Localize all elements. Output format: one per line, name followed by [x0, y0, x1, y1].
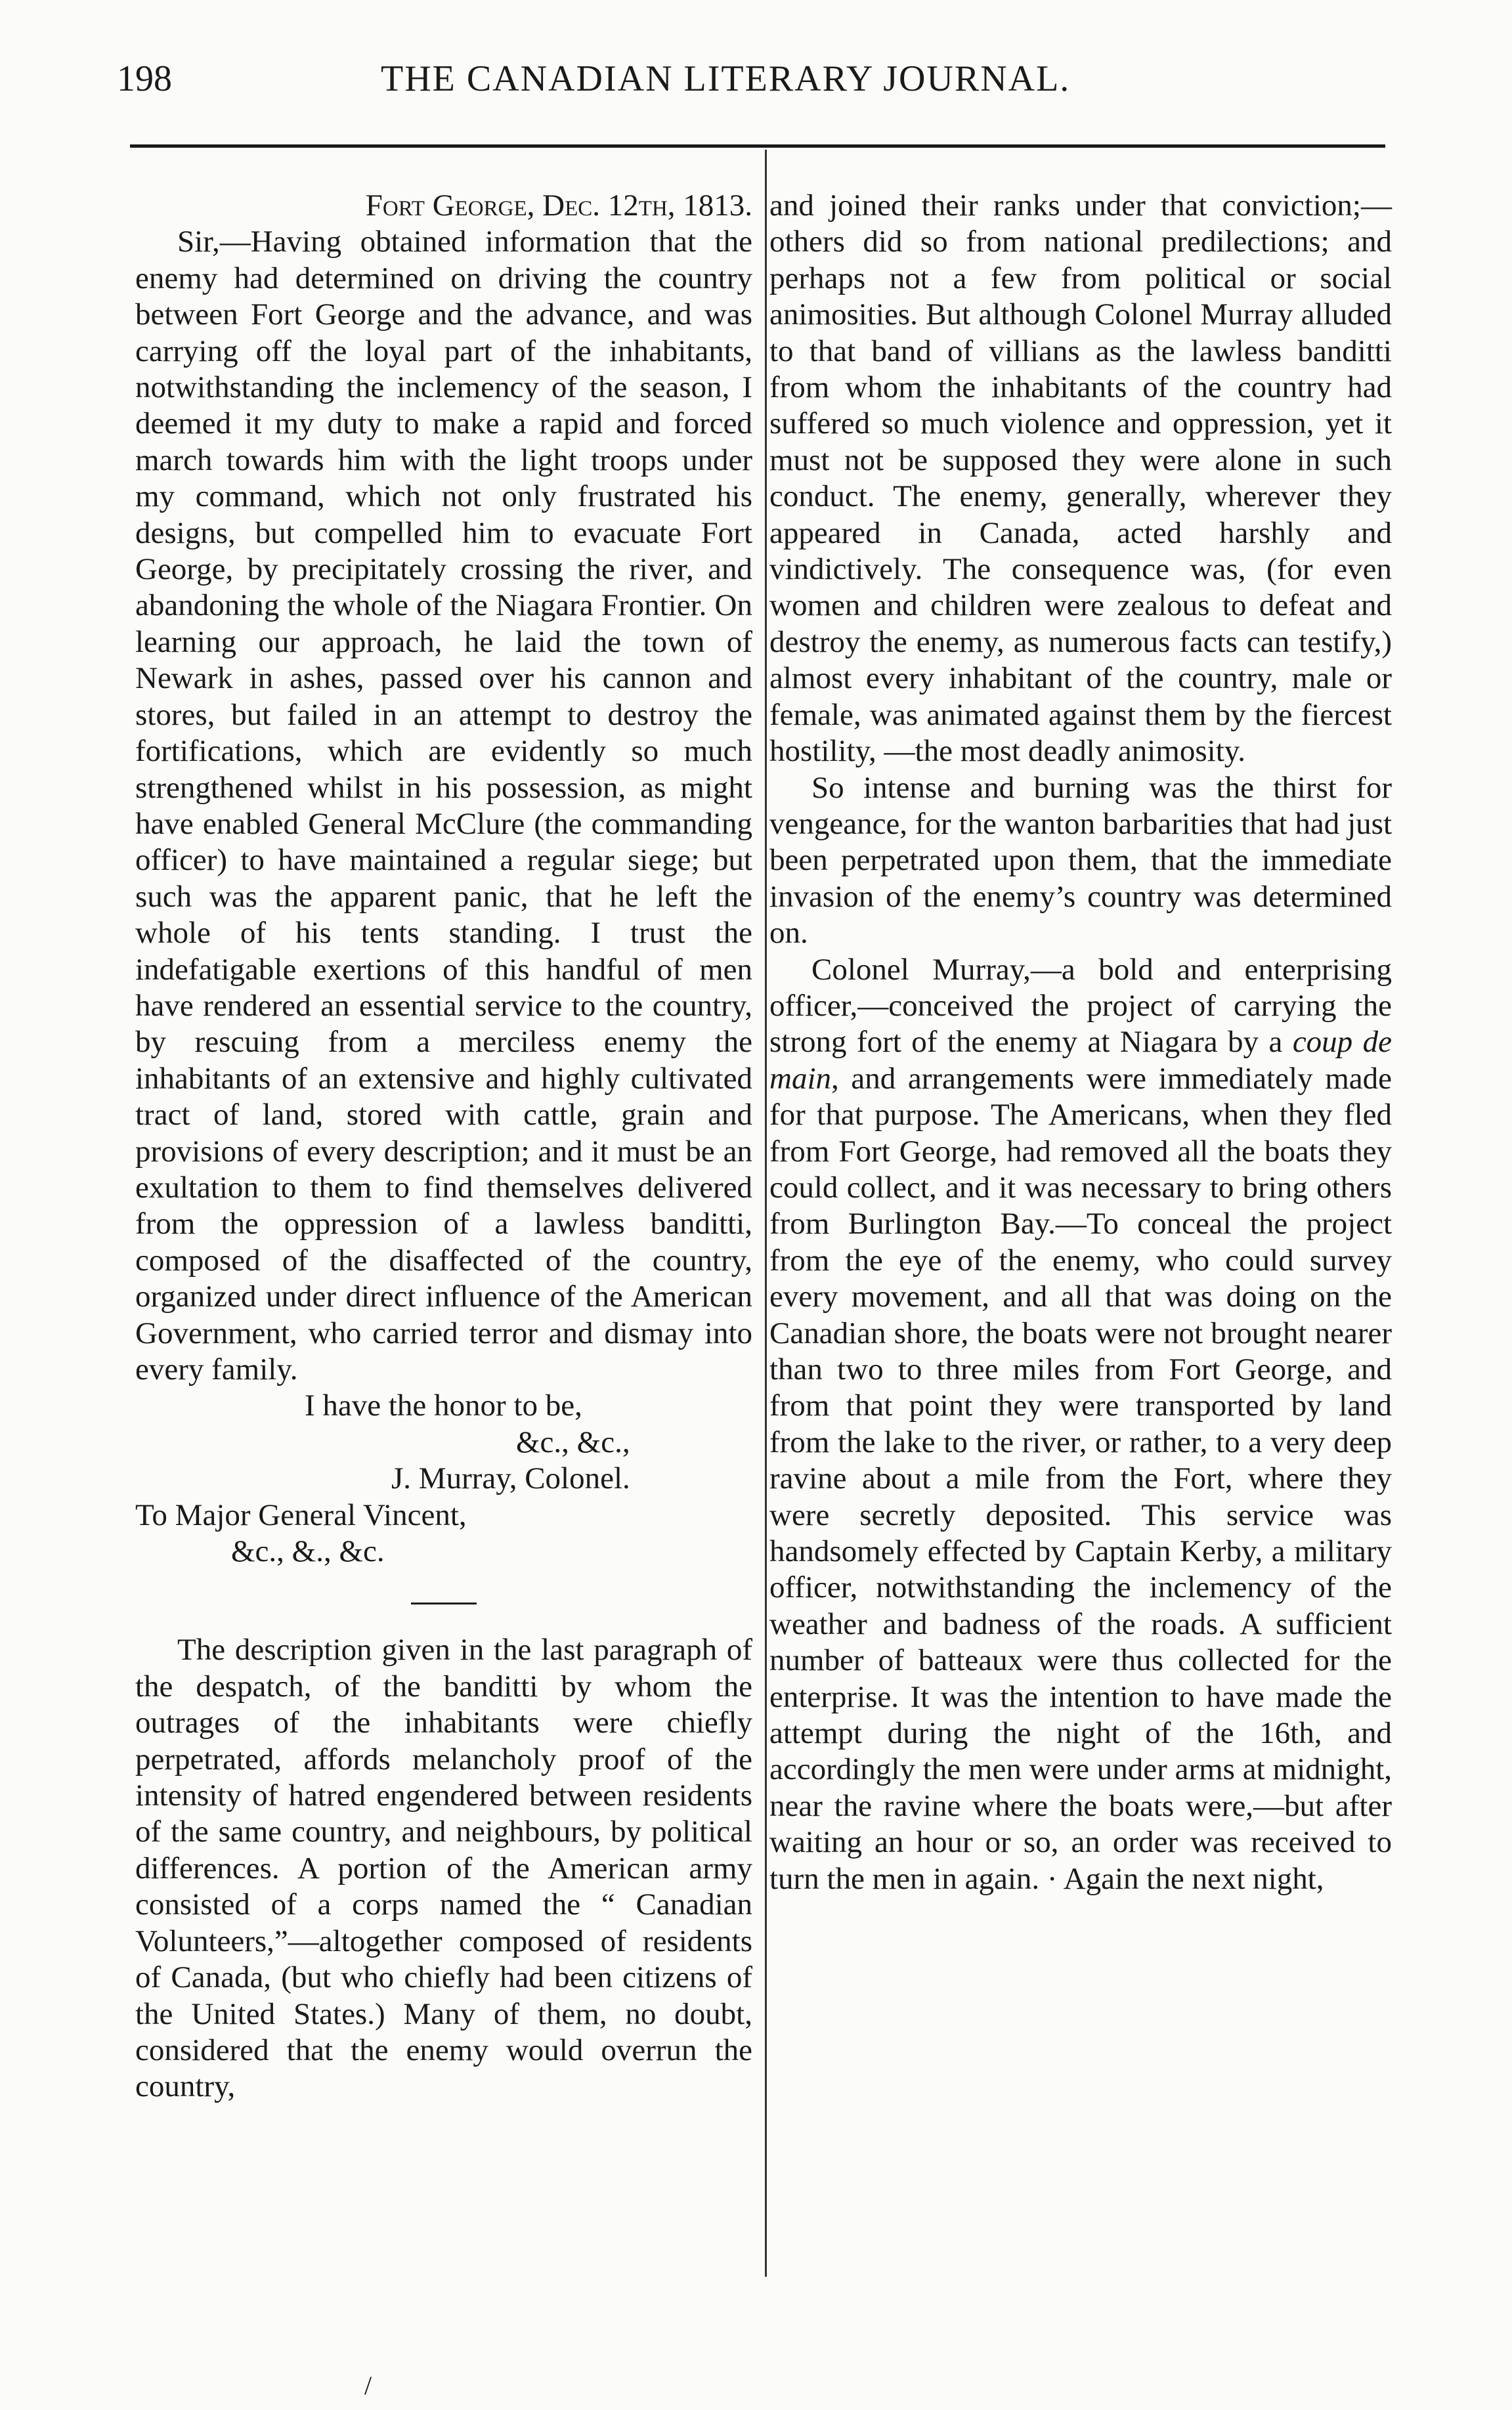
letter-addressee: To Major General Vincent, [135, 1497, 467, 1532]
letter-body: Sir,—Having obtained information that the enemy had determined on driving the country between Fort George and the advance, and was carrying off the loyal part of the inhabitants, notwithstanding the inclemency of the season, I deemed it my duty to make a rapid and forced march towards him with the light troops under my command, which not only frustrated his designs, but compelled him to evacuate Fort George, by precipitately crossing the river, and abandoning the whole of the Niagara Frontier. On learning our approach, he laid the town of Newark in ashes, passed over his cannon and stores, but failed in an attempt to destroy the fortifications, which are evidently so much strengthened whilst in his possession, as might have enabled General McClure (the commanding officer) to have maintained a regular siege; but such was the apparent panic, that he left the whole of his tents standing. I trust the indefatigable exertions of this handful of men have rendered an essential service to the country, by rescuing from a merciless enemy the inhabitants of an extensive and highly cultivated tract of land, stored with cattle, grain and provisions of every description; and it must be an exultation to them to find themselves delivered from the oppression of a lawless banditti, composed of the disaffected of the country, organized under direct influence of the American Government, who carried terror and dismay into every family. [135, 225, 752, 1387]
stray-mark: / [364, 2371, 372, 2400]
letter-signature: J. Murray, Colonel. [391, 1461, 630, 1496]
section-divider [411, 1603, 477, 1604]
article-paragraph-1-continued: and joined their ranks under that conviction;—others did so from national predilections; and perhaps not a few from political or social animosities. But although Colonel Murray alluded to that band of villians as the lawless banditti from whom the inhabitants of the country had suffered so much violence and oppression, yet it must not be supposed they were alone in such conduct. The enemy, generally, wherever they appeared in Canada, acted harshly and vindictively. The consequence was, (for even women and children were zealous to defeat and destroy the enemy, as numerous facts can testify,) almost every inhabitant of the country, male or female, was animated against them by the fiercest hostility, —the most deadly animosity. [769, 188, 1392, 769]
letter-closing-etc: &c., &c., [516, 1425, 630, 1459]
article-paragraph-2: So intense and burning was the thirst for vengeance, for the wanton barbarities that had just been perpetrated upon them, that the immediate invasion of the enemy’s country was determined on. [769, 770, 1392, 951]
running-title: THE CANADIAN LITERARY JOURNAL. [381, 58, 1071, 99]
page-number: 198 [117, 58, 172, 99]
letter-dateline: Fort George, Dec. 12th, 1813. [365, 188, 752, 223]
paragraph-3-text-b: , and arrangements were immediately made for that purpose. The Americans, when they fled from Fort George, had removed all the boats they could collect, and it was necessary to bring others from Burlington Bay.—To conceal the project from the eye of the enemy, who could survey every movement, and all that was doing on the Canadian shore, the boats were not brought nearer than two to three miles from Fort George, and from that point they were transported by land from the lake to the river, or rather, to a very deep ravine about a mile from the Fort, where they were secretly deposited. This service was handsomely effected by Captain Kerby, a military officer, notwithstanding the inclemency of the weather and badness of the roads. A sufficient number of batteaux were thus collected for the enterprise. It was the intention to have made the attempt during the night of the 16th, and accordingly the men were under arms at midnight, near the ravine where the boats were,—but after waiting an hour or so, an order was received to turn the men in again. · Again the next night, [769, 1061, 1392, 1896]
right-column [769, 188, 1392, 1897]
left-column [135, 188, 752, 2105]
letter-addressee-etc: &c., &., &c. [231, 1534, 385, 1569]
paragraph-3-text-a: Colonel Murray,—a bold and enterprising officer,—conceived the project of carrying the strong fort of the enemy at Niagara by a [769, 952, 1392, 1060]
article-paragraph-3 [769, 952, 1392, 1898]
column-rule [765, 150, 767, 2277]
header-rule [130, 144, 1385, 148]
page-header [117, 58, 1384, 117]
letter-closing: I have the honor to be, [305, 1388, 582, 1423]
article-paragraph-1: The description given in the last paragraph of the despatch, of the banditti by whom the outrages of the inhabitants were chiefly perpetrated, affords melancholy proof of the intensity of hatred engendered between residents of the same country, and neighbours, by political differences. A portion of the American army consisted of a corps named the “ Canadian Volunteers,”—altogether composed of residents of Canada, (but who chiefly had been citizens of the United States.) Many of them, no doubt, considered that the enemy would overrun the country, [135, 1633, 752, 2104]
coup-de-main-phrase: coup de main [769, 1025, 1392, 1096]
